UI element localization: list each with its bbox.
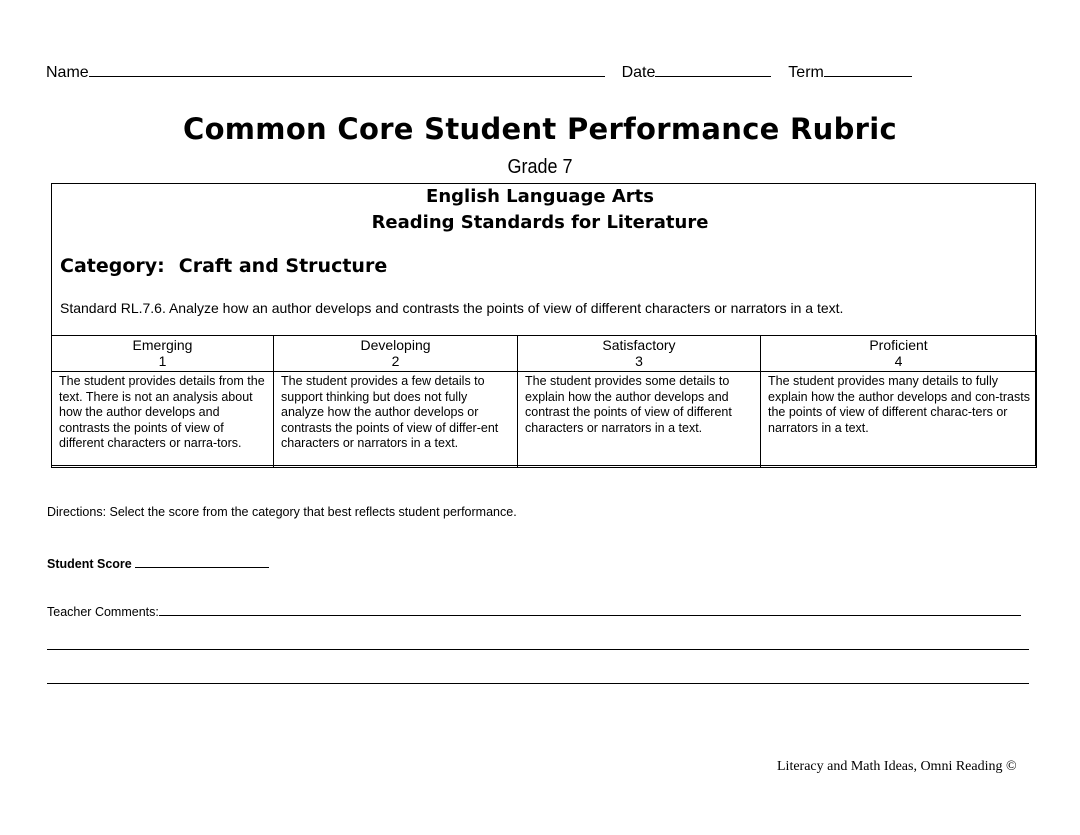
term-field[interactable] [824,60,912,77]
level-description-emerging: The student provides details from the text. There is not an analysis about how the author develops and contrasts the points of view of different characters or narra-tors. [52,372,274,468]
term-label: Term [788,64,824,81]
level-name: Emerging [132,337,193,353]
level-score: 2 [391,353,400,369]
page-title: Common Core Student Performance Rubric [182,112,898,146]
standard-text: Standard RL.7.6. Analyze how an author develops and contrasts the points of view of different characters or narrators in a text. [60,300,844,316]
student-score-line [47,554,269,571]
name-label: Name [46,64,89,81]
category-heading [60,255,387,277]
subject-subtitle: Reading Standards for Literature [371,212,709,233]
level-description-proficient: The student provides many details to fully explain how the author develops and con-trasts the points of view of different charac-ters or narrators in a text. [761,372,1037,468]
level-name: Proficient [869,337,928,353]
student-score-field[interactable] [135,554,269,568]
header-fields [46,60,926,82]
level-header-emerging [52,336,274,372]
level-name: Satisfactory [602,337,676,353]
teacher-comments-field[interactable] [159,602,1021,616]
grade-level: Grade 7 [507,156,573,178]
rubric-descriptions-row [52,372,1037,468]
level-description-satisfactory: The student provides some details to explain how the author develops and contrast the points of view of different characters or narrators in a text. [518,372,761,468]
level-name: Developing [360,337,431,353]
level-description-developing: The student provides a few details to support thinking but does not fully analyze how the author develops or contrasts the points of view of differ-ent characters or narrators in a text. [274,372,518,468]
category-label: Category: [60,255,165,277]
level-header-proficient [761,336,1037,372]
date-label: Date [621,64,656,81]
level-score: 4 [894,353,903,369]
subject-title: English Language Arts [426,186,654,207]
level-score: 1 [158,353,167,369]
teacher-comments-line [47,602,1021,619]
teacher-comments-label: Teacher Comments: [47,605,159,619]
name-field[interactable] [89,60,605,77]
rubric-levels-row [52,336,1037,372]
level-score: 3 [635,353,643,369]
footer-credit: Literacy and Math Ideas, Omni Reading © [777,759,1017,774]
level-header-developing [274,336,518,372]
comment-line-3[interactable] [47,682,1029,684]
rubric-table [51,335,1037,468]
category-value: Craft and Structure [178,255,388,277]
student-score-label: Student Score [47,557,132,571]
comment-line-2[interactable] [47,648,1029,650]
directions-text: Directions: Select the score from the category that best reflects student performance. [47,505,517,519]
level-header-satisfactory [518,336,761,372]
date-field[interactable] [655,60,771,77]
